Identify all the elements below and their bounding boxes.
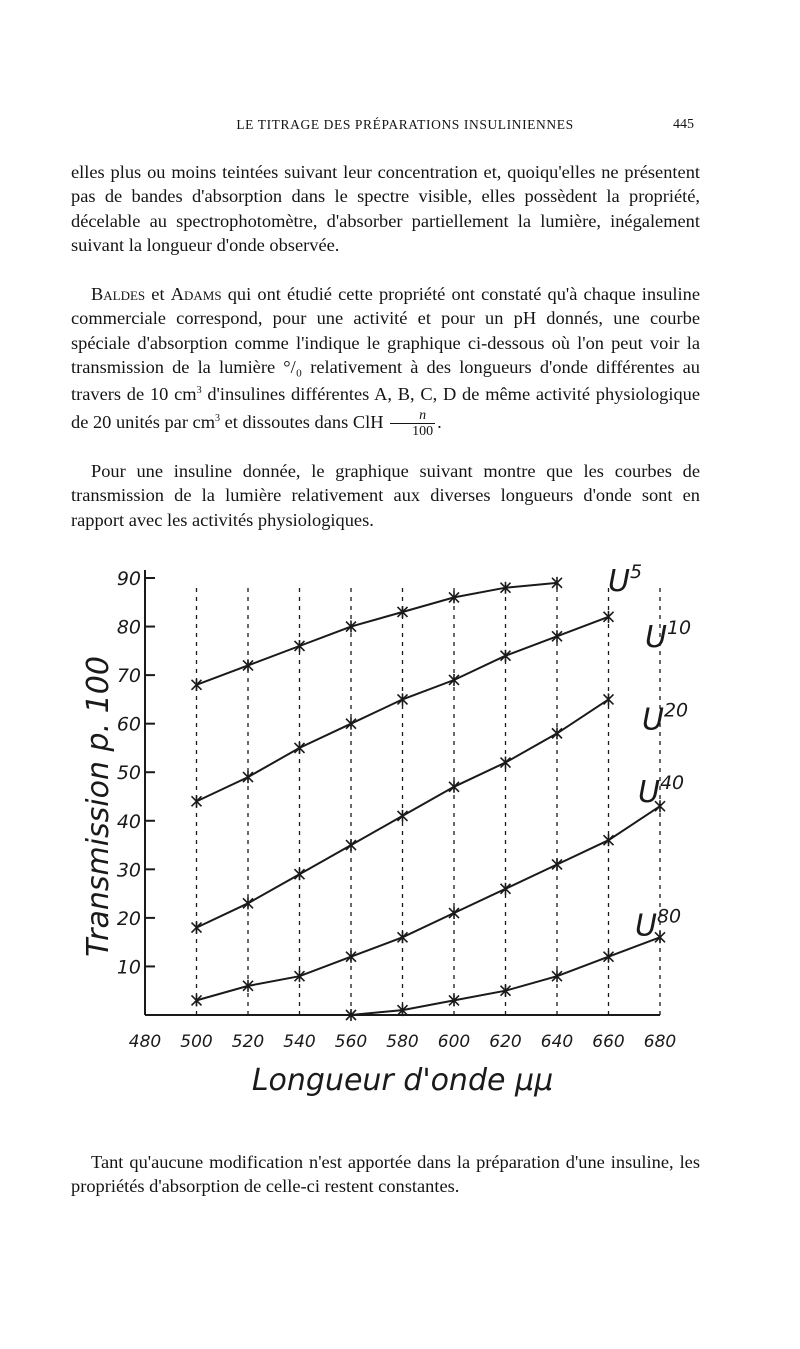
x-axis-title: Longueur d'onde μμ [251, 1063, 554, 1098]
author-adams: Adams [170, 284, 222, 304]
point-U10-640 [552, 630, 562, 642]
y-tick-label-30: 30 [116, 859, 141, 882]
point-U10-600 [449, 674, 459, 686]
x-tick-label-540: 540 [283, 1032, 316, 1052]
point-U20-520 [243, 897, 253, 909]
point-U20-620 [501, 757, 511, 769]
point-U5-540 [295, 640, 305, 652]
y-tick-label-20: 20 [116, 907, 141, 930]
series-line-U5 [197, 583, 558, 685]
x-tick-label-660: 660 [592, 1032, 625, 1052]
point-U10-620 [501, 650, 511, 662]
axes-layer [81, 568, 676, 1098]
y-tick-label-90: 90 [116, 568, 141, 590]
x-tick-label-560: 560 [334, 1032, 368, 1052]
point-U20-560 [346, 839, 356, 851]
point-U5-520 [243, 659, 253, 671]
point-U10-540 [295, 742, 305, 754]
label-layer [608, 561, 691, 943]
y-tick-label-40: 40 [116, 810, 141, 833]
point-U40-640 [552, 858, 562, 870]
x-tick-label-620: 620 [489, 1032, 522, 1052]
point-U80-660 [604, 951, 614, 963]
paragraph-2-text-3: et dissoutes dans ClH [220, 411, 389, 432]
x-tick-label-580: 580 [386, 1032, 419, 1052]
paragraph-4: Tant qu'aucune modification n'est apportée dans la préparation d'une insuline, les propriétés d'absorption de celle-ci restent constantes. [71, 1152, 700, 1197]
and-connector: et [145, 284, 171, 304]
series-label-U40: $U^{40}$ [638, 772, 685, 811]
paragraph-2-end: . [437, 411, 442, 432]
y-tick-label-50: 50 [116, 762, 141, 785]
point-U40-620 [501, 883, 511, 895]
x-tick-label-640: 640 [540, 1032, 574, 1052]
point-U10-660 [604, 611, 614, 623]
point-U5-500 [192, 679, 202, 691]
cubic-superscript-1: 3 [196, 385, 202, 397]
running-header: LE TITRAGE DES PRÉPARATIONS INSULINIENNES [236, 117, 574, 132]
point-U20-540 [295, 868, 305, 880]
point-U20-600 [449, 781, 459, 793]
series-layer [192, 577, 666, 1021]
point-U40-600 [449, 907, 459, 919]
paragraph-2-text: qui ont étudié cette propriété ont constaté qu'à chaque insuline commerciale correspond, pour une activité et pour un pH donnés, une courbe spéciale d'absorption comme l'indique le graphique ci-dessous où l'on peut voir la transmission de la lumière °/₀ relativement à des longueurs d'onde différentes au travers de 10 cm [71, 284, 701, 405]
paragraph-2-text-2: d'insulines différentes A, B, C, D de même activité physiologique de 20 unités par cm [71, 384, 701, 432]
series-label-U80: $U^{80}$ [635, 905, 682, 944]
transmission-chart [60, 560, 700, 1120]
y-tick-label-70: 70 [116, 665, 141, 688]
series-label-U5: $U^5$ [608, 560, 643, 599]
series-label-U10: $U^{10}$ [645, 616, 692, 655]
x-tick-label-480: 480 [128, 1032, 162, 1052]
point-U20-500 [192, 922, 202, 934]
point-U10-560 [346, 718, 356, 730]
y-tick-label-80: 80 [116, 616, 141, 639]
fraction-numerator: n [390, 408, 435, 424]
paragraph-3: Pour une insuline donnée, le graphique suivant montre que les courbes de transmission de la lumière relativement aux diverses longueurs d'onde sont en rapport avec les activités physiologiques. [71, 461, 700, 530]
paragraph-1: elles plus ou moins teintées suivant leur concentration et, quoiqu'elles ne présentent pas de bandes d'absorption dans le spectre visible, elles possèdent la propriété, décelable au spectrophotomètre, d'absorber partiellement la lumière, inégalement suivant la longueur d'onde observée. [71, 162, 700, 255]
paragraph-2 [71, 282, 700, 439]
point-U20-580 [398, 810, 408, 822]
y-tick-label-10: 10 [116, 956, 141, 979]
point-U40-560 [346, 951, 356, 963]
point-U10-520 [243, 771, 253, 783]
x-tick-label-520: 520 [231, 1032, 265, 1052]
cubic-superscript-2: 3 [215, 412, 221, 424]
point-U10-580 [398, 693, 408, 705]
point-U40-660 [604, 834, 614, 846]
series-line-U40 [197, 806, 661, 1000]
author-baldes: Baldes [91, 284, 146, 304]
x-tick-label-600: 600 [437, 1032, 471, 1052]
page-number: 445 [673, 117, 694, 132]
y-axis-title: Transmission p. 100 [81, 656, 116, 957]
x-tick-label-500: 500 [180, 1032, 213, 1052]
normality-fraction [390, 408, 435, 439]
fraction-denominator: 100 [412, 424, 434, 440]
point-U40-580 [398, 931, 408, 943]
point-U20-660 [604, 693, 614, 705]
series-label-U20: $U^{20}$ [642, 699, 689, 738]
x-tick-label-680: 680 [643, 1032, 677, 1052]
y-tick-label-60: 60 [116, 713, 141, 736]
point-U20-640 [552, 727, 562, 739]
point-U10-500 [192, 795, 202, 807]
